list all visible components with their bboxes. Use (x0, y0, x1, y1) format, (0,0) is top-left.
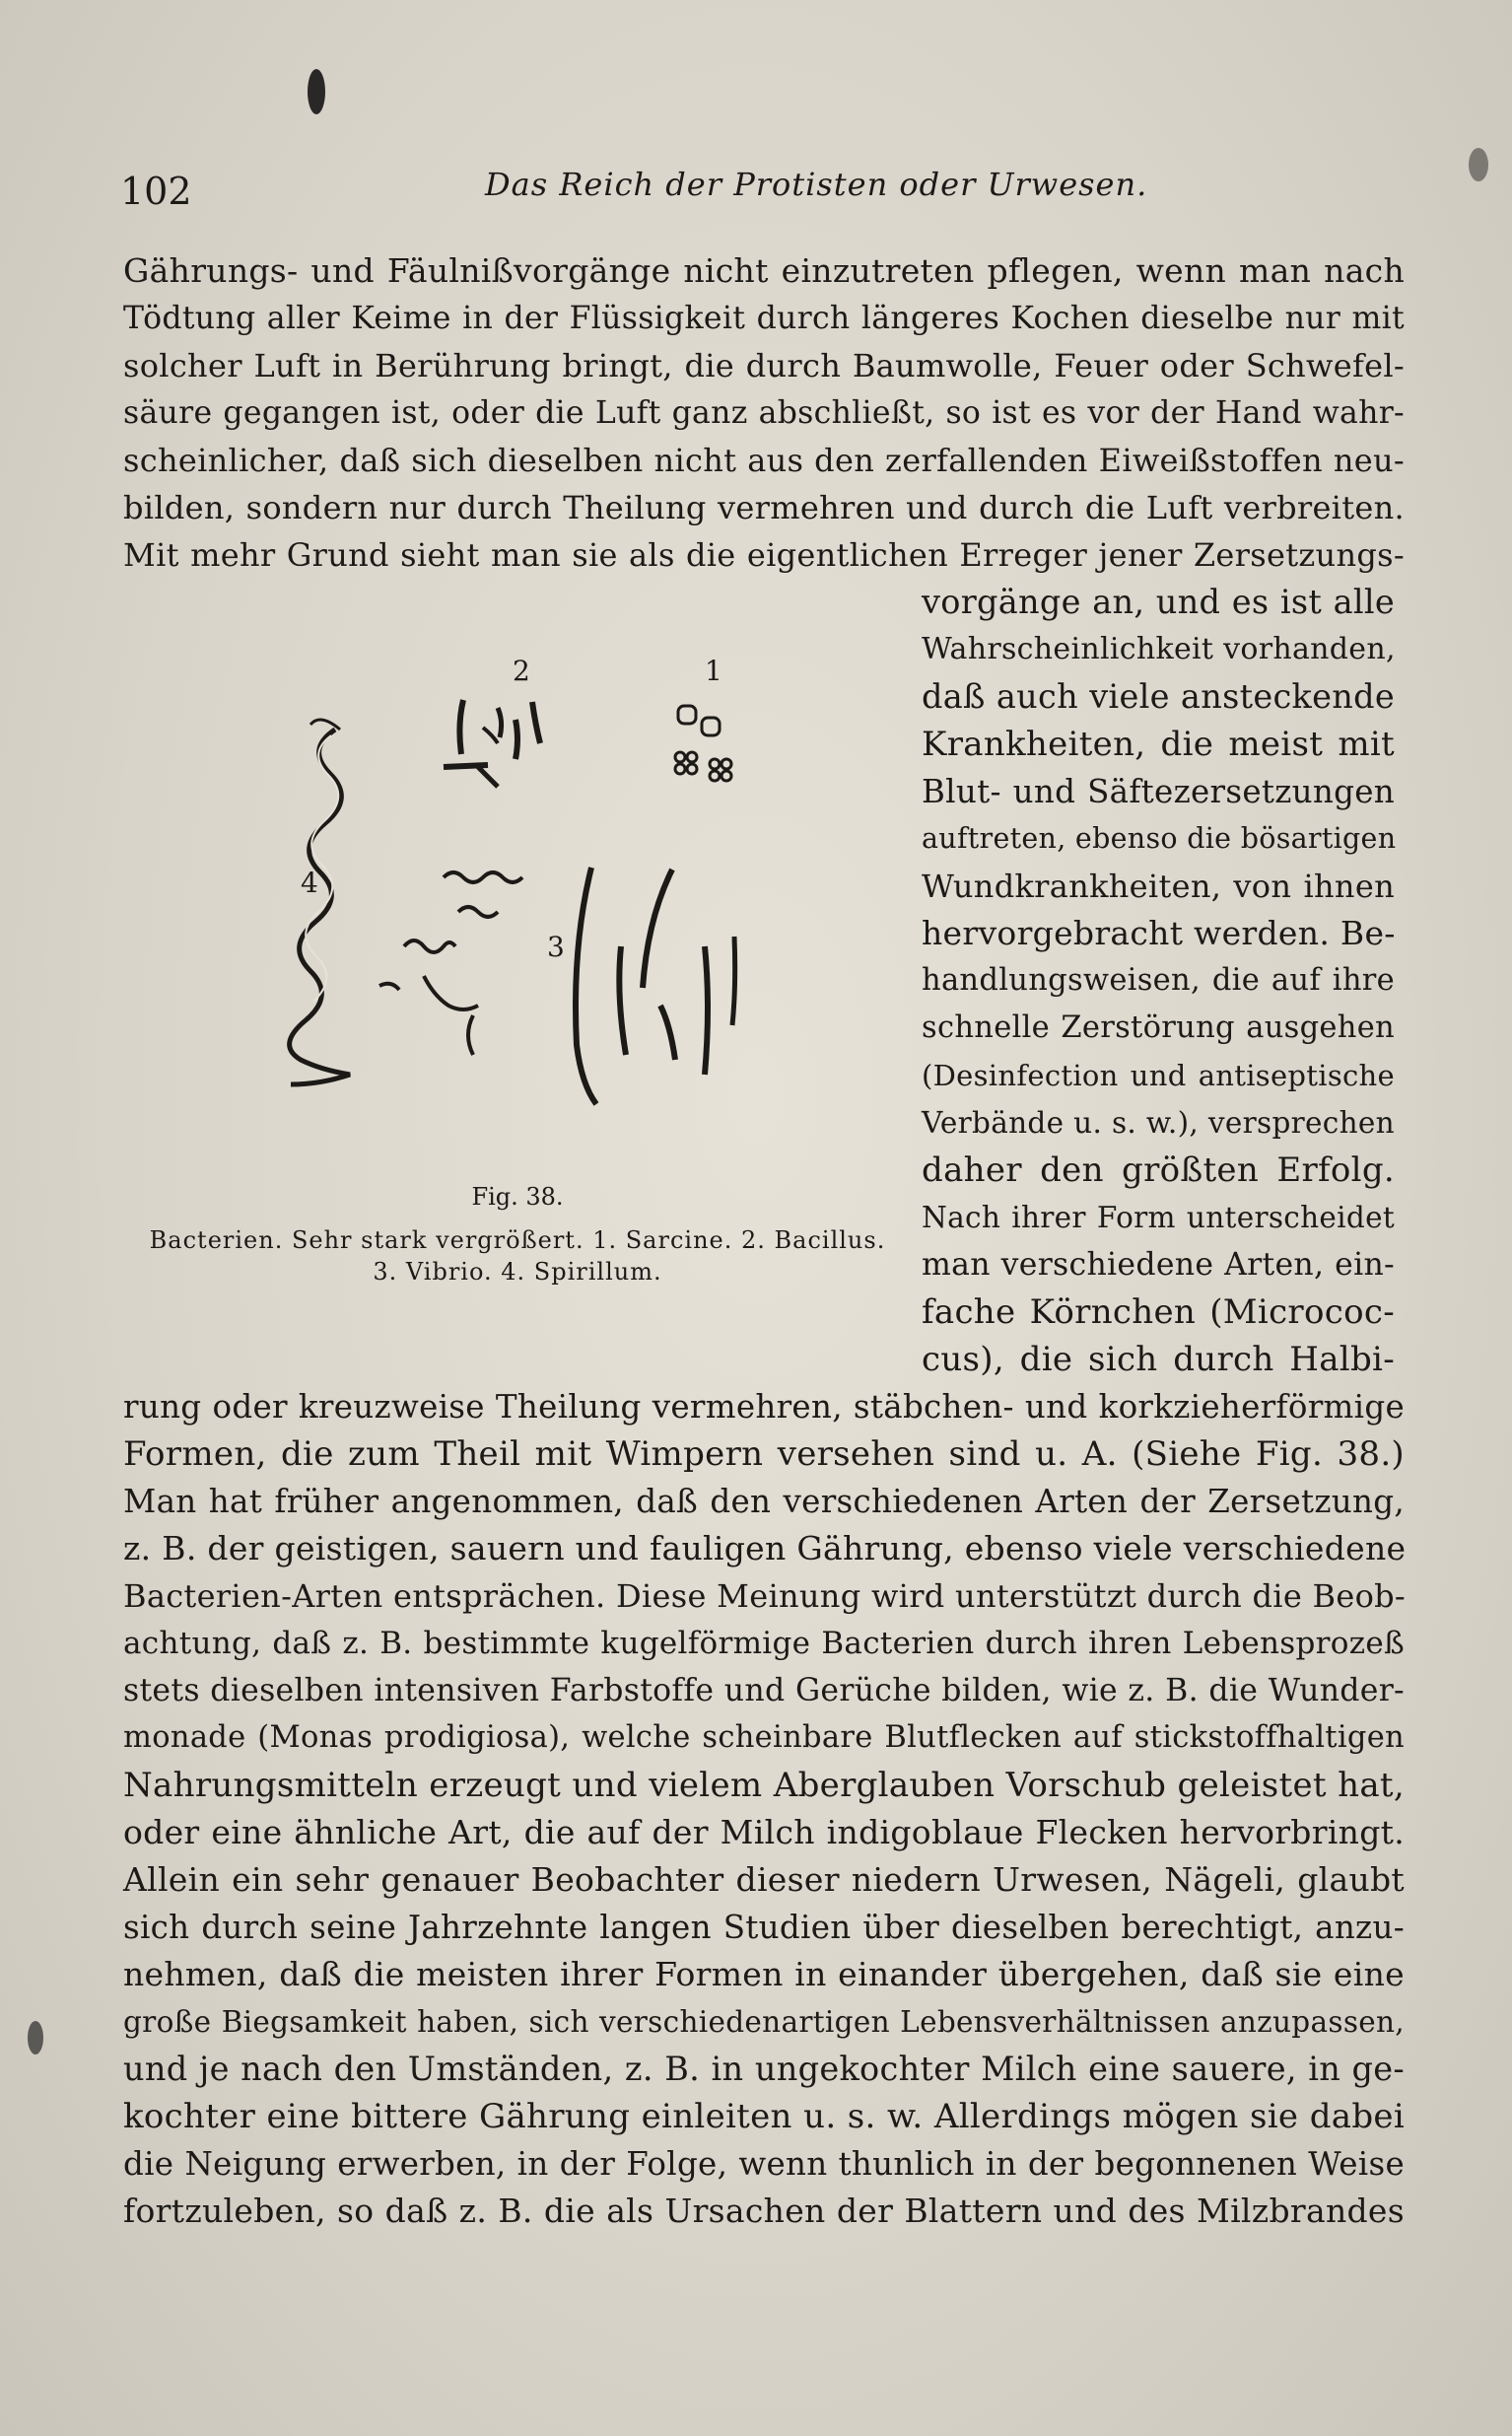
text-line: rung oder kreuzweise Theilung vermehren, stäbchen- und korkzieherförmige (123, 1388, 1405, 1426)
text-line: Formen, die zum Theil mit Wimpern versehen sind u. A. (Siehe Fig. 38.) (123, 1434, 1405, 1474)
text-line: Krankheiten, die meist mit (922, 725, 1395, 764)
text-line: die Neigung erwerben, in der Folge, wenn thunlich in der begonnenen Weise (123, 2145, 1405, 2183)
text-line: kochter eine bittere Gährung einleiten u. s. w. Allerdings mögen sie dabei (123, 2097, 1405, 2136)
figure-label: 4 (301, 867, 318, 899)
page-number: 102 (120, 170, 192, 213)
figure-label: 3 (547, 931, 565, 963)
text-line: cus), die sich durch Halbi- (922, 1340, 1395, 1379)
text-line: große Biegsamkeit haben, sich verschiedenartigen Lebensverhältnissen anzupassen, (123, 2005, 1405, 2039)
ink-blot (308, 69, 325, 114)
text-line: Gährungs- und Fäulnißvorgänge nicht einzutreten pflegen, wenn man nach (123, 251, 1405, 290)
text-line: daß auch viele ansteckende (922, 677, 1395, 716)
text-line: scheinlicher, daß sich dieselben nicht aus den zerfallenden Eiweißstoffen neu- (123, 442, 1405, 479)
figure-label: 1 (705, 655, 722, 687)
text-line: Mit mehr Grund sieht man sie als die eigentlichen Erreger jener Zersetzungs- (123, 536, 1405, 574)
figure-caption: Bacterien. Sehr stark vergrößert. 1. Sarcine. 2. Bacillus. (149, 1226, 886, 1254)
ink-blot (1469, 148, 1488, 181)
text-line: Verbände u. s. w.), versprechen (922, 1106, 1395, 1140)
text-line: oder eine ähnliche Art, die auf der Milch indigoblaue Flecken hervorbringt. (123, 1813, 1405, 1851)
text-line: solcher Luft in Berührung bringt, die durch Baumwolle, Feuer oder Schwefel- (123, 347, 1405, 384)
ink-blot (28, 2021, 43, 2054)
text-line: fache Körnchen (Micrococ- (922, 1292, 1395, 1332)
text-line: Nahrungsmitteln erzeugt und vielem Aberglauben Vorschub geleistet hat, (123, 1766, 1405, 1805)
text-line: fortzuleben, so daß z. B. die als Ursachen der Blattern und des Milzbrandes (123, 2192, 1405, 2230)
figure-number: Fig. 38. (471, 1183, 564, 1211)
text-line: Wundkrankheiten, von ihnen (922, 868, 1395, 905)
running-title: Das Reich der Protisten oder Urwesen. (485, 166, 1148, 203)
text-line: Allein ein sehr genauer Beobachter dieser niedern Urwesen, Nägeli, glaubt (123, 1860, 1405, 1899)
text-line: vorgänge an, und es ist alle (922, 583, 1395, 621)
figure-caption: 3. Vibrio. 4. Spirillum. (373, 1258, 662, 1286)
text-line: Man hat früher angenommen, daß den verschiedenen Arten der Zersetzung, (123, 1483, 1405, 1520)
text-line: auftreten, ebenso die bösartigen (922, 822, 1397, 855)
text-line: Bacterien-Arten entsprächen. Diese Meinung wird unterstützt durch die Beob- (123, 1577, 1407, 1615)
text-line: handlungsweisen, die auf ihre (922, 963, 1395, 998)
page-header (120, 160, 1402, 219)
figure-label: 2 (513, 655, 530, 687)
text-line: z. B. der geistigen, sauern und fauligen Gährung, ebenso viele verschiedene (123, 1529, 1407, 1567)
bacteria-illustration (187, 651, 897, 1163)
text-line: nehmen, daß die meisten ihrer Formen in einander übergehen, daß sie eine (123, 1955, 1405, 1993)
text-line: daher den größten Erfolg. (922, 1150, 1395, 1190)
text-line: säure gegangen ist, oder die Luft ganz abschließt, so ist es vor der Hand wahr- (123, 395, 1405, 431)
text-line: bilden, sondern nur durch Theilung vermehren und durch die Luft verbreiten. (123, 489, 1405, 526)
text-line: Tödtung aller Keime in der Flüssigkeit durch längeres Kochen dieselbe nur mit (123, 301, 1405, 336)
text-line: und je nach den Umständen, z. B. in ungekochter Milch eine sauere, in ge- (123, 2050, 1405, 2088)
text-line: Wahrscheinlichkeit vorhanden, (922, 632, 1396, 666)
text-line: monade (Monas prodigiosa), welche scheinbare Blutflecken auf stickstoffhaltigen (123, 1720, 1405, 1755)
text-line: stets dieselben intensiven Farbstoffe und Gerüche bilden, wie z. B. die Wunder- (123, 1673, 1405, 1708)
text-line: Nach ihrer Form unterscheidet (922, 1201, 1395, 1234)
text-line: hervorgebracht werden. Be- (922, 914, 1396, 952)
text-line: man verschiedene Arten, ein- (922, 1247, 1395, 1283)
text-line: schnelle Zerstörung ausgehen (922, 1010, 1395, 1045)
text-line: Blut- und Säftezersetzungen (922, 773, 1395, 810)
text-line: achtung, daß z. B. bestimmte kugelförmige Bacterien durch ihren Lebensprozeß (123, 1626, 1405, 1661)
text-line: (Desinfection und antiseptische (922, 1059, 1395, 1092)
bacteria-figure (187, 651, 897, 1163)
text-line: sich durch seine Jahrzehnte langen Studien über dieselben berechtigt, anzu- (123, 1909, 1405, 1946)
